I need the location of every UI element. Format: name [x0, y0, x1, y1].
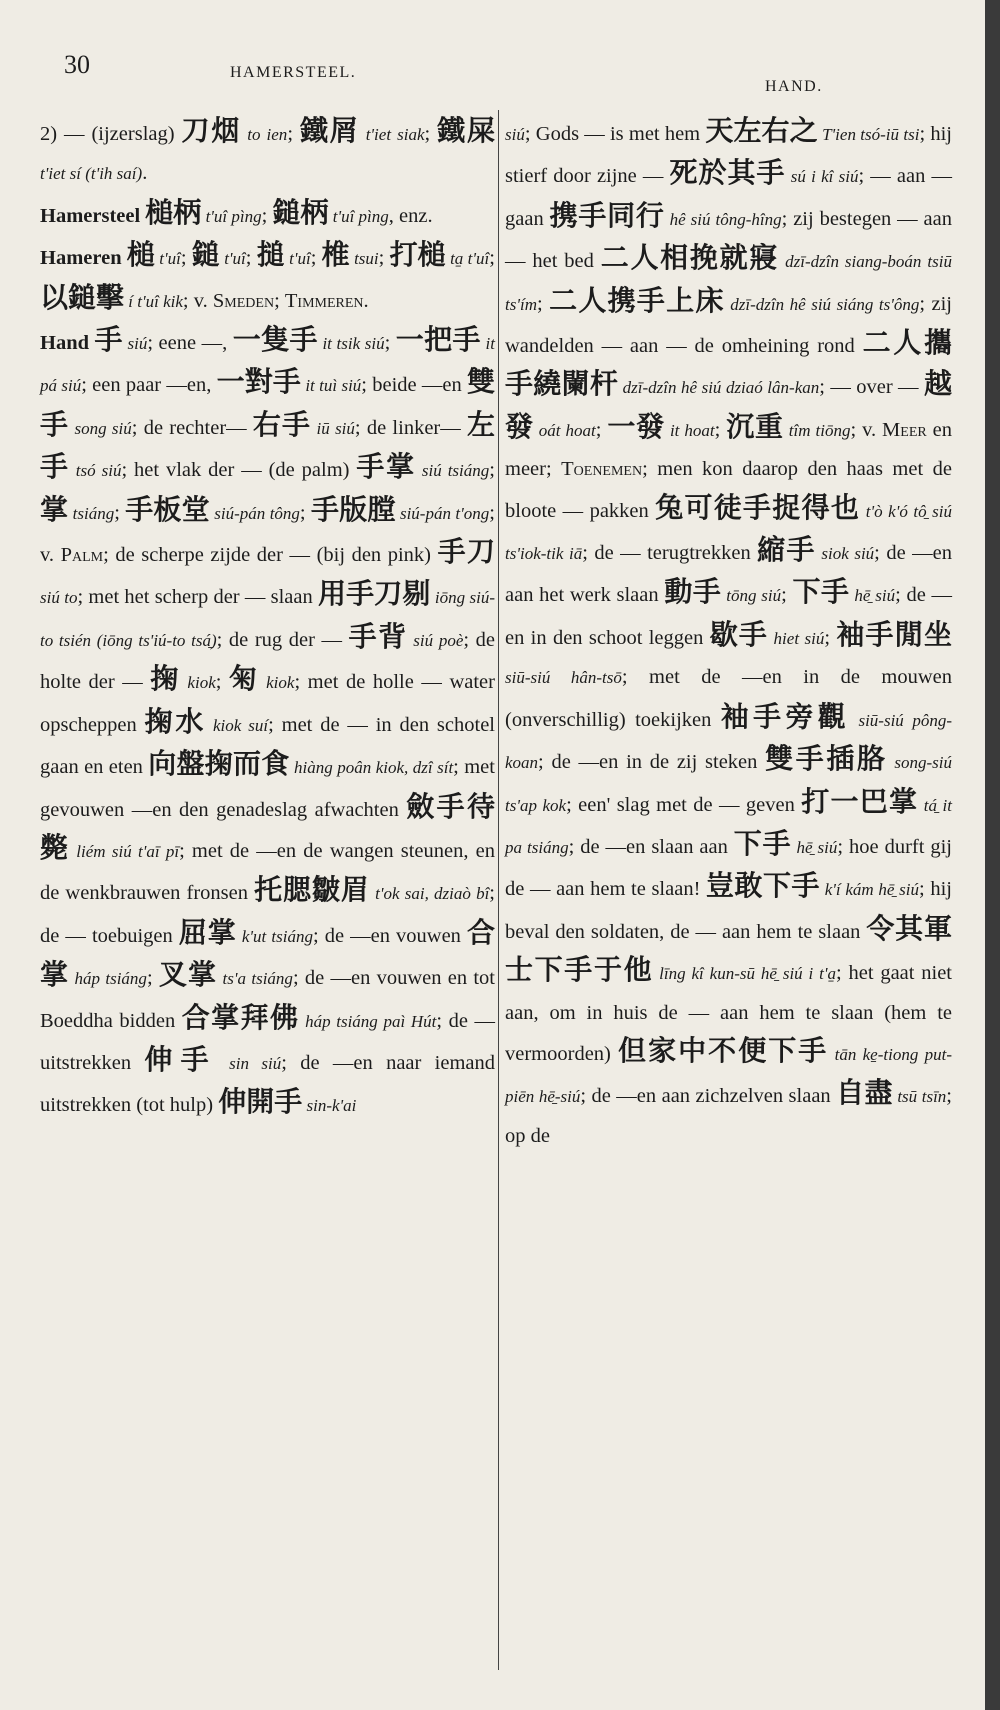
- romanization: to ien: [241, 125, 288, 144]
- entry-paragraph: [40, 112, 495, 194]
- romanization: oát hoat: [533, 420, 596, 440]
- text-run: ; de —en vouwen: [312, 924, 467, 947]
- romanization: siú tsiáng: [415, 461, 490, 481]
- text-run: ;: [384, 332, 396, 355]
- romanization: tsiáng: [68, 503, 115, 523]
- chinese-characters: 下手: [733, 826, 792, 860]
- text-run: ; met de — in den schotel gaan en eten: [40, 713, 495, 779]
- chinese-characters: 鎚柄: [272, 195, 329, 229]
- romanization: t'iet siak: [359, 125, 425, 144]
- text-run: ; men kon daarop den haas met de bloote — pakken: [505, 458, 952, 522]
- chinese-characters: 掬水: [144, 704, 207, 738]
- chinese-characters: 天左右之: [705, 114, 818, 147]
- romanization: t'ò k'ó tô̱ siú ts'iok-tik iā: [505, 501, 952, 564]
- text-run: ; de — terugtrekken: [582, 542, 758, 565]
- chinese-characters: 一發: [607, 409, 665, 443]
- chinese-characters: 合掌拜佛: [181, 1000, 300, 1034]
- text-run: ;: [824, 626, 837, 649]
- romanization: siú to: [40, 588, 78, 608]
- text-run: ;: [489, 459, 495, 482]
- text-run: ; hoe durft gij de — aan hem te slaan!: [505, 835, 952, 901]
- cross-reference: Meer: [882, 418, 927, 441]
- romanization: iōng siú-to tsién (iōng ts'iú-to tsá̱): [40, 588, 495, 650]
- text-run: ;: [215, 671, 229, 694]
- chinese-characters: 用手刀剔: [318, 577, 431, 611]
- text-run: ; de rechter—: [131, 416, 253, 439]
- text-run: .: [363, 289, 369, 312]
- text-run: ;: [489, 247, 495, 270]
- chinese-characters: 槌: [126, 238, 155, 272]
- text-run: ; Gods — is met hem: [524, 123, 706, 145]
- text-run: ; de holte der —: [40, 628, 496, 694]
- chinese-characters: 打一巴掌: [801, 784, 919, 818]
- entry-paragraph: [40, 194, 495, 236]
- romanization: tsui: [349, 249, 379, 269]
- chinese-characters: 斂手待斃: [40, 789, 495, 864]
- romanization: ta̱ t'uî: [445, 249, 490, 269]
- romanization: k'í kám hē̱ siú: [819, 880, 920, 900]
- chinese-characters: 屈掌: [178, 915, 237, 949]
- text-run: ;: [114, 501, 126, 524]
- romanization: hē̱ siú: [849, 586, 896, 606]
- romanization: ts'a tsiáng: [217, 969, 293, 989]
- text-run: ; op de: [505, 1085, 952, 1147]
- romanization: tōng siú: [721, 586, 782, 606]
- text-run: ; met de —en de wangen steunen, en de wenkbrauwen fronsen: [40, 839, 495, 905]
- romanization: T'ien tsó-iū tsi: [817, 125, 920, 144]
- text-run: .: [142, 162, 148, 185]
- romanization: sin-k'ai: [302, 1096, 357, 1116]
- chinese-characters: 槌柄: [145, 195, 202, 229]
- chinese-characters: 手板堂: [125, 492, 210, 526]
- chinese-characters: 伸開手: [218, 1085, 303, 1119]
- romanization: song siú: [69, 418, 132, 438]
- romanization: tîm tiōng: [783, 420, 851, 440]
- text-run: ; een' slag met de — geven: [566, 793, 802, 816]
- chinese-characters: 刀烟: [181, 114, 242, 147]
- romanization: siū-siú hân-tsō: [505, 668, 622, 688]
- text-run: ; zij wandelden — aan — de omheining rond: [505, 292, 953, 358]
- headword: Hameren: [40, 247, 127, 270]
- chinese-characters: 搥: [256, 238, 285, 272]
- text-run: ; de —en in den schoot leggen: [505, 584, 952, 649]
- chinese-characters: 手背: [348, 619, 408, 653]
- chinese-characters: 掬: [150, 662, 181, 696]
- romanization: tá̱ it pa tsiáng: [505, 795, 952, 857]
- chinese-characters: 一對手: [216, 365, 301, 399]
- romanization: hē̱ siú: [791, 837, 838, 857]
- romanization: háp tsiáng paì Hút: [299, 1011, 437, 1031]
- chinese-characters: 雙手插胳: [765, 742, 888, 776]
- romanization: hiet siú: [768, 628, 825, 648]
- romanization: hiàng poân kiok, dzî sít: [289, 758, 454, 778]
- cross-reference: Smeden: [212, 289, 275, 312]
- romanization: siú poè: [407, 630, 464, 650]
- romanization: sú i kî siú: [785, 167, 859, 187]
- entry-paragraph: [40, 236, 495, 321]
- romanization: sin siú: [216, 1053, 282, 1073]
- chinese-characters: 鎚: [191, 238, 220, 272]
- text-run: ; met de —en in de mouwen (onverschillig) toekijken: [505, 666, 953, 731]
- romanization: līng kî kun-sū hē̱ siú i t'a̱: [653, 964, 837, 984]
- romanization: t'uî: [154, 249, 181, 269]
- chinese-characters: 手掌: [356, 450, 416, 484]
- chinese-characters: 伸手: [144, 1042, 217, 1076]
- chinese-characters: 兔可徒手捉得也: [655, 490, 861, 524]
- text-run: ; zij bestegen — aan — het bed: [505, 207, 952, 273]
- chinese-characters: 叉掌: [158, 958, 218, 992]
- chinese-characters: 令其軍士下手于他: [505, 911, 952, 987]
- chinese-characters: 自盡: [836, 1076, 893, 1110]
- romanization: it pá siú: [40, 334, 495, 396]
- chinese-characters: 死於其手: [669, 156, 786, 190]
- romanization: t'iet sí (t'ih saí): [40, 164, 143, 184]
- romanization: dzī-dzîn hê siú siáng ts'ông: [724, 294, 920, 314]
- romanization: dzī-dzîn siang-boán tsiū ts'ím: [505, 252, 952, 314]
- chinese-characters: 雙手: [40, 365, 495, 441]
- text-run: ; de —en in de zij steken: [538, 751, 766, 774]
- romanization: kiok suí: [206, 715, 269, 735]
- text-run: ; de —en naar iemand uitstrekken (tot hulp): [40, 1051, 495, 1117]
- running-head-left: HAMERSTEEL.: [230, 64, 357, 81]
- text-run: ; de rug der —: [216, 628, 349, 651]
- text-run: ; hij stierf door zijne —: [505, 123, 952, 188]
- romanization: kiok: [180, 673, 216, 693]
- romanization: dzī-dzîn hê siú dziaó lân-kan: [618, 378, 820, 398]
- chinese-characters: 鐵屎: [437, 114, 495, 147]
- romanization: liém siú t'aī pī: [70, 841, 180, 861]
- chinese-characters: 携手同行: [549, 198, 665, 232]
- text-run: , enz.: [388, 204, 433, 227]
- text-run: ; een paar —en,: [81, 374, 217, 397]
- page-number: 30: [64, 50, 90, 79]
- text-run: ; de — uitstrekken: [40, 1009, 495, 1074]
- romanization: siú-pán t'ong: [395, 503, 490, 523]
- headword: Hamersteel: [40, 204, 146, 227]
- text-run: ; de scherpe zijde der — (bij den pink): [103, 544, 438, 567]
- chinese-characters: 越發: [505, 367, 952, 443]
- chinese-characters: 打槌: [389, 238, 446, 272]
- text-run: ; hij beval den soldaten, de — aan hem te slaan: [505, 878, 952, 943]
- text-run: ;: [274, 289, 285, 312]
- romanization: t'uî: [219, 249, 246, 269]
- text-run: ; v.: [182, 289, 213, 312]
- text-run: ;: [310, 247, 322, 270]
- headword: Hand: [40, 332, 95, 355]
- right-column: [505, 112, 952, 1155]
- romanization: siū-siú pông-koan: [505, 710, 952, 773]
- text-run: ; het vlak der — (de palm): [121, 459, 357, 482]
- cross-reference: Timmeren: [284, 289, 364, 312]
- chinese-characters: 匊: [229, 662, 260, 696]
- text-run: ; het gaat niet aan, om in huis de — aan hem te slaan (hem te vermoorden): [505, 962, 952, 1065]
- romanization: siok siú: [815, 544, 875, 564]
- text-run: ; de —en aan zichzelven slaan: [580, 1085, 837, 1108]
- romanization: t'uî: [284, 249, 311, 269]
- text-run: ;: [180, 247, 192, 270]
- text-run: ; de —en aan het werk slaan: [505, 542, 952, 607]
- text-run: ; de —en slaan aan: [568, 835, 734, 858]
- romanization: í t'uî kik: [124, 291, 183, 311]
- romanization: t'uî pìng: [328, 206, 389, 226]
- romanization: tān ke̱-tiong put-piēn hē̱-siú: [505, 1044, 952, 1107]
- column-divider: [498, 110, 499, 1670]
- text-run: ; de linker—: [354, 416, 467, 439]
- romanization: siú-pán tông: [209, 503, 300, 523]
- romanization: hê siú tông-hîng: [664, 209, 782, 229]
- cross-reference: Palm: [60, 544, 104, 567]
- chinese-characters: 歇手: [709, 617, 769, 651]
- chinese-characters: 以鎚擊: [40, 280, 125, 314]
- chinese-characters: 左手: [40, 407, 495, 484]
- romanization: tsū tsīn: [892, 1087, 947, 1107]
- chinese-characters: 手: [94, 323, 123, 357]
- chinese-characters: 一隻手: [232, 323, 318, 357]
- chinese-characters: 鐵屑: [299, 114, 360, 147]
- chinese-characters: 二人攜手繞闌杆: [505, 326, 952, 401]
- chinese-characters: 合掌: [40, 915, 495, 992]
- chinese-characters: 豈敢下手: [706, 869, 820, 903]
- chinese-characters: 但家中不便下手: [618, 1033, 829, 1067]
- text-run: ;: [424, 123, 438, 145]
- text-run: ; — over —: [819, 376, 924, 399]
- romanization: t'ok sai, dziaò bî: [369, 884, 490, 904]
- text-run: ; de —en vouwen en tot Boeddha bidden: [40, 967, 495, 1032]
- text-run: ;: [245, 247, 257, 270]
- text-run: ;: [146, 967, 159, 990]
- chinese-characters: 袖手閒坐: [836, 617, 952, 651]
- text-run: en meer;: [505, 418, 952, 481]
- cross-reference: Toenemen: [561, 458, 643, 481]
- text-run: ; met het scherp der — slaan: [77, 586, 318, 609]
- romanization: it hoat: [664, 420, 715, 440]
- chinese-characters: 袖手旁觀: [720, 699, 850, 733]
- text-run: ; de — toebuigen: [40, 882, 495, 947]
- romanization: song-siú ts'ap kok: [505, 753, 952, 815]
- chinese-characters: 動手: [664, 575, 722, 609]
- text-run: ;: [781, 584, 793, 607]
- text-run: ;: [714, 418, 727, 441]
- chinese-characters: 一把手: [395, 323, 481, 357]
- text-run: ;: [299, 501, 311, 524]
- romanization: k'ut tsiáng: [236, 926, 313, 946]
- text-run: ; — aan — gaan: [505, 165, 952, 230]
- chinese-characters: 右手: [252, 407, 312, 441]
- romanization: háp tsiáng: [69, 969, 147, 989]
- text-run: ;: [261, 204, 273, 227]
- romanization: siú: [505, 125, 525, 144]
- romanization: kiok: [259, 673, 295, 693]
- romanization: it tuì siú: [300, 376, 362, 396]
- text-run: ;: [536, 292, 550, 315]
- text-run: ; v.: [850, 418, 883, 441]
- romanization: siú: [122, 334, 148, 354]
- chinese-characters: 托腮皺眉: [254, 873, 370, 907]
- chinese-characters: 下手: [792, 575, 850, 609]
- entry-paragraph: [505, 112, 952, 1155]
- chinese-characters: 手刀: [437, 535, 495, 569]
- chinese-characters: 掌: [40, 492, 69, 526]
- romanization: tsó siú: [69, 461, 122, 481]
- chinese-characters: 沉重: [726, 409, 784, 443]
- text-run: ;: [378, 247, 390, 270]
- text-run: ; eene —,: [147, 332, 233, 355]
- entry-paragraph: [40, 321, 495, 1126]
- chinese-characters: 二人相挽就寢: [600, 241, 780, 275]
- text-run: ;: [595, 418, 608, 441]
- chinese-characters: 手版膛: [310, 492, 396, 526]
- chinese-characters: 縮手: [757, 533, 816, 567]
- page-edge-shadow: [985, 0, 1000, 1710]
- text-run: ;: [287, 123, 300, 145]
- romanization: iū siú: [311, 418, 355, 438]
- text-run: ; met de holle — water opscheppen: [40, 671, 495, 736]
- chinese-characters: 椎: [321, 238, 350, 272]
- left-column: [40, 112, 495, 1126]
- chinese-characters: 向盤掬而食: [148, 747, 290, 781]
- romanization: it tsik siú: [317, 334, 385, 354]
- running-head-right: HAND.: [765, 78, 823, 95]
- text-run: ; met gevouwen —en den genadeslag afwachten: [40, 756, 495, 821]
- romanization: t'uî pìng: [201, 206, 262, 226]
- text-run: ; beide —en: [361, 374, 467, 397]
- text-run: 2) — (ijzerslag): [40, 123, 182, 145]
- text-run: ; v.: [40, 501, 495, 567]
- chinese-characters: 二人携手上床: [549, 283, 725, 317]
